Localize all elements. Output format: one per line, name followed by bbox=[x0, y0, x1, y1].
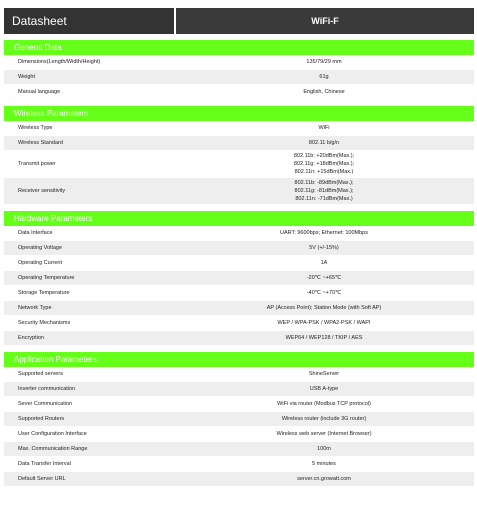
spec-value bbox=[174, 430, 474, 438]
spec-value-line: Wireless web server (Internet Browser) bbox=[276, 431, 372, 437]
spec-value bbox=[174, 385, 474, 393]
spec-value bbox=[174, 139, 474, 147]
spec-row bbox=[4, 331, 474, 346]
spec-value-line: AP (Access Point); Station Mode (with Soft AP) bbox=[266, 305, 382, 311]
spec-value-line: -40℃ ~+70℃ bbox=[306, 290, 342, 296]
spec-value bbox=[174, 400, 474, 408]
spec-value bbox=[174, 88, 474, 96]
spec-label: User Configuration Interface bbox=[18, 431, 87, 437]
spec-sections bbox=[4, 40, 474, 487]
spec-value bbox=[174, 370, 474, 378]
spec-value bbox=[174, 304, 474, 312]
spec-value-line: 802.11n: -71dBm(Max.) bbox=[295, 196, 353, 202]
spec-value-line: 1A bbox=[320, 260, 328, 266]
spec-value bbox=[174, 73, 474, 81]
spec-value-line: WiFi via router (Modbus TCP protocol) bbox=[277, 401, 371, 407]
spec-value bbox=[174, 334, 474, 342]
spec-label: Supported Routers bbox=[18, 416, 65, 422]
spec-row bbox=[4, 241, 474, 256]
spec-label: Max. Communication Range bbox=[18, 446, 88, 452]
spec-label: Default Server URL bbox=[18, 476, 66, 482]
spec-value bbox=[174, 274, 474, 282]
spec-label: Supported servers bbox=[18, 371, 63, 377]
header-title: Datasheet bbox=[4, 8, 174, 34]
spec-row bbox=[4, 226, 474, 241]
spec-value bbox=[174, 289, 474, 297]
spec-value-line: USB A-type bbox=[309, 386, 339, 392]
spec-value bbox=[174, 259, 474, 267]
spec-value-line: 5 minutes bbox=[312, 461, 336, 467]
spec-row bbox=[4, 178, 474, 205]
spec-value-line: 802.11g: -81dBm(Max.); bbox=[294, 188, 354, 194]
spec-value-line: 802.11 b/g/n bbox=[308, 140, 340, 146]
spec-value-line: 5V (+/-15%) bbox=[309, 245, 339, 251]
spec-value-line: ShineServer bbox=[308, 371, 340, 377]
spec-value bbox=[174, 319, 474, 327]
spec-value-line: Wireless router (include 3G router) bbox=[281, 416, 367, 422]
spec-label: Inverter communication bbox=[18, 386, 76, 392]
spec-value bbox=[174, 58, 474, 66]
spec-row bbox=[4, 412, 474, 427]
spec-row bbox=[4, 442, 474, 457]
spec-row bbox=[4, 136, 474, 151]
spec-label: Wireless Type bbox=[18, 125, 53, 131]
spec-value-line: 61g bbox=[319, 74, 329, 80]
spec-label: Receiver sensitivity bbox=[18, 188, 66, 194]
spec-label: Dimensions(Length/Width/Height) bbox=[18, 59, 101, 65]
spec-label: Security Mechanisms bbox=[18, 320, 71, 326]
spec-value-line: WiFi bbox=[318, 125, 330, 131]
spec-value bbox=[174, 179, 474, 203]
spec-row bbox=[4, 397, 474, 412]
spec-value bbox=[174, 475, 474, 483]
spec-label: Storage Temperature bbox=[18, 290, 70, 296]
section-header: Application Parameters bbox=[4, 352, 474, 367]
spec-label: Manual language bbox=[18, 89, 61, 95]
spec-value-line: 802.11b: +20dBm(Max.); bbox=[293, 153, 355, 159]
section-header: Wireless Parameters bbox=[4, 106, 474, 121]
spec-label: Encryption bbox=[18, 335, 44, 341]
spec-value bbox=[174, 415, 474, 423]
spec-row bbox=[4, 301, 474, 316]
spec-label: Sever Communication bbox=[18, 401, 73, 407]
spec-row bbox=[4, 70, 474, 85]
spec-value-line: English, Chinese bbox=[303, 89, 345, 95]
spec-label: Operating Temperature bbox=[18, 275, 75, 281]
section-header: General Data bbox=[4, 40, 474, 55]
spec-value bbox=[174, 124, 474, 132]
spec-label: Weight bbox=[18, 74, 36, 80]
spec-value bbox=[174, 445, 474, 453]
spec-value-line: UART: 9600bps; Ethernet: 100Mbps bbox=[280, 230, 368, 236]
datasheet-header bbox=[4, 8, 474, 34]
spec-value-line: WEP / WPA-PSK / WPA2-PSK / WAPI bbox=[277, 320, 371, 326]
spec-value-line: 135/79/29 mm bbox=[306, 59, 342, 65]
spec-value-line: -20℃ ~+65℃ bbox=[306, 275, 342, 281]
spec-row bbox=[4, 382, 474, 397]
datasheet bbox=[4, 8, 474, 487]
spec-value-line: 802.11n: +15dBm(Max.) bbox=[294, 169, 354, 175]
spec-label: Network Type bbox=[18, 305, 52, 311]
spec-label: Transmit power bbox=[18, 161, 56, 167]
spec-row bbox=[4, 151, 474, 178]
spec-row bbox=[4, 316, 474, 331]
section-header: Hardware Parameters bbox=[4, 211, 474, 226]
spec-value-line: 802.11g: +18dBm(Max.); bbox=[293, 161, 355, 167]
spec-value-line: server.cn.growatt.com bbox=[297, 476, 351, 482]
spec-row bbox=[4, 367, 474, 382]
spec-value-line: WEP64 / WEP128 / TKIP / AES bbox=[285, 335, 363, 341]
spec-row bbox=[4, 85, 474, 100]
spec-label: Operating Voltage bbox=[18, 245, 63, 251]
spec-row bbox=[4, 472, 474, 487]
spec-row bbox=[4, 55, 474, 70]
spec-value bbox=[174, 152, 474, 176]
spec-label: Data Interface bbox=[18, 230, 53, 236]
spec-row bbox=[4, 457, 474, 472]
spec-row bbox=[4, 427, 474, 442]
header-product: WiFi-F bbox=[176, 8, 474, 34]
spec-row bbox=[4, 121, 474, 136]
spec-row bbox=[4, 286, 474, 301]
spec-value-line: 100m bbox=[317, 446, 331, 452]
spec-value-line: 802.11b: -89dBm(Max.); bbox=[294, 180, 354, 186]
spec-value bbox=[174, 229, 474, 237]
spec-label: Wireless Standard bbox=[18, 140, 63, 146]
spec-value bbox=[174, 460, 474, 468]
spec-label: Data Transfer Interval bbox=[18, 461, 71, 467]
spec-value bbox=[174, 244, 474, 252]
spec-label: Operating Current bbox=[18, 260, 63, 266]
spec-row bbox=[4, 256, 474, 271]
spec-row bbox=[4, 271, 474, 286]
